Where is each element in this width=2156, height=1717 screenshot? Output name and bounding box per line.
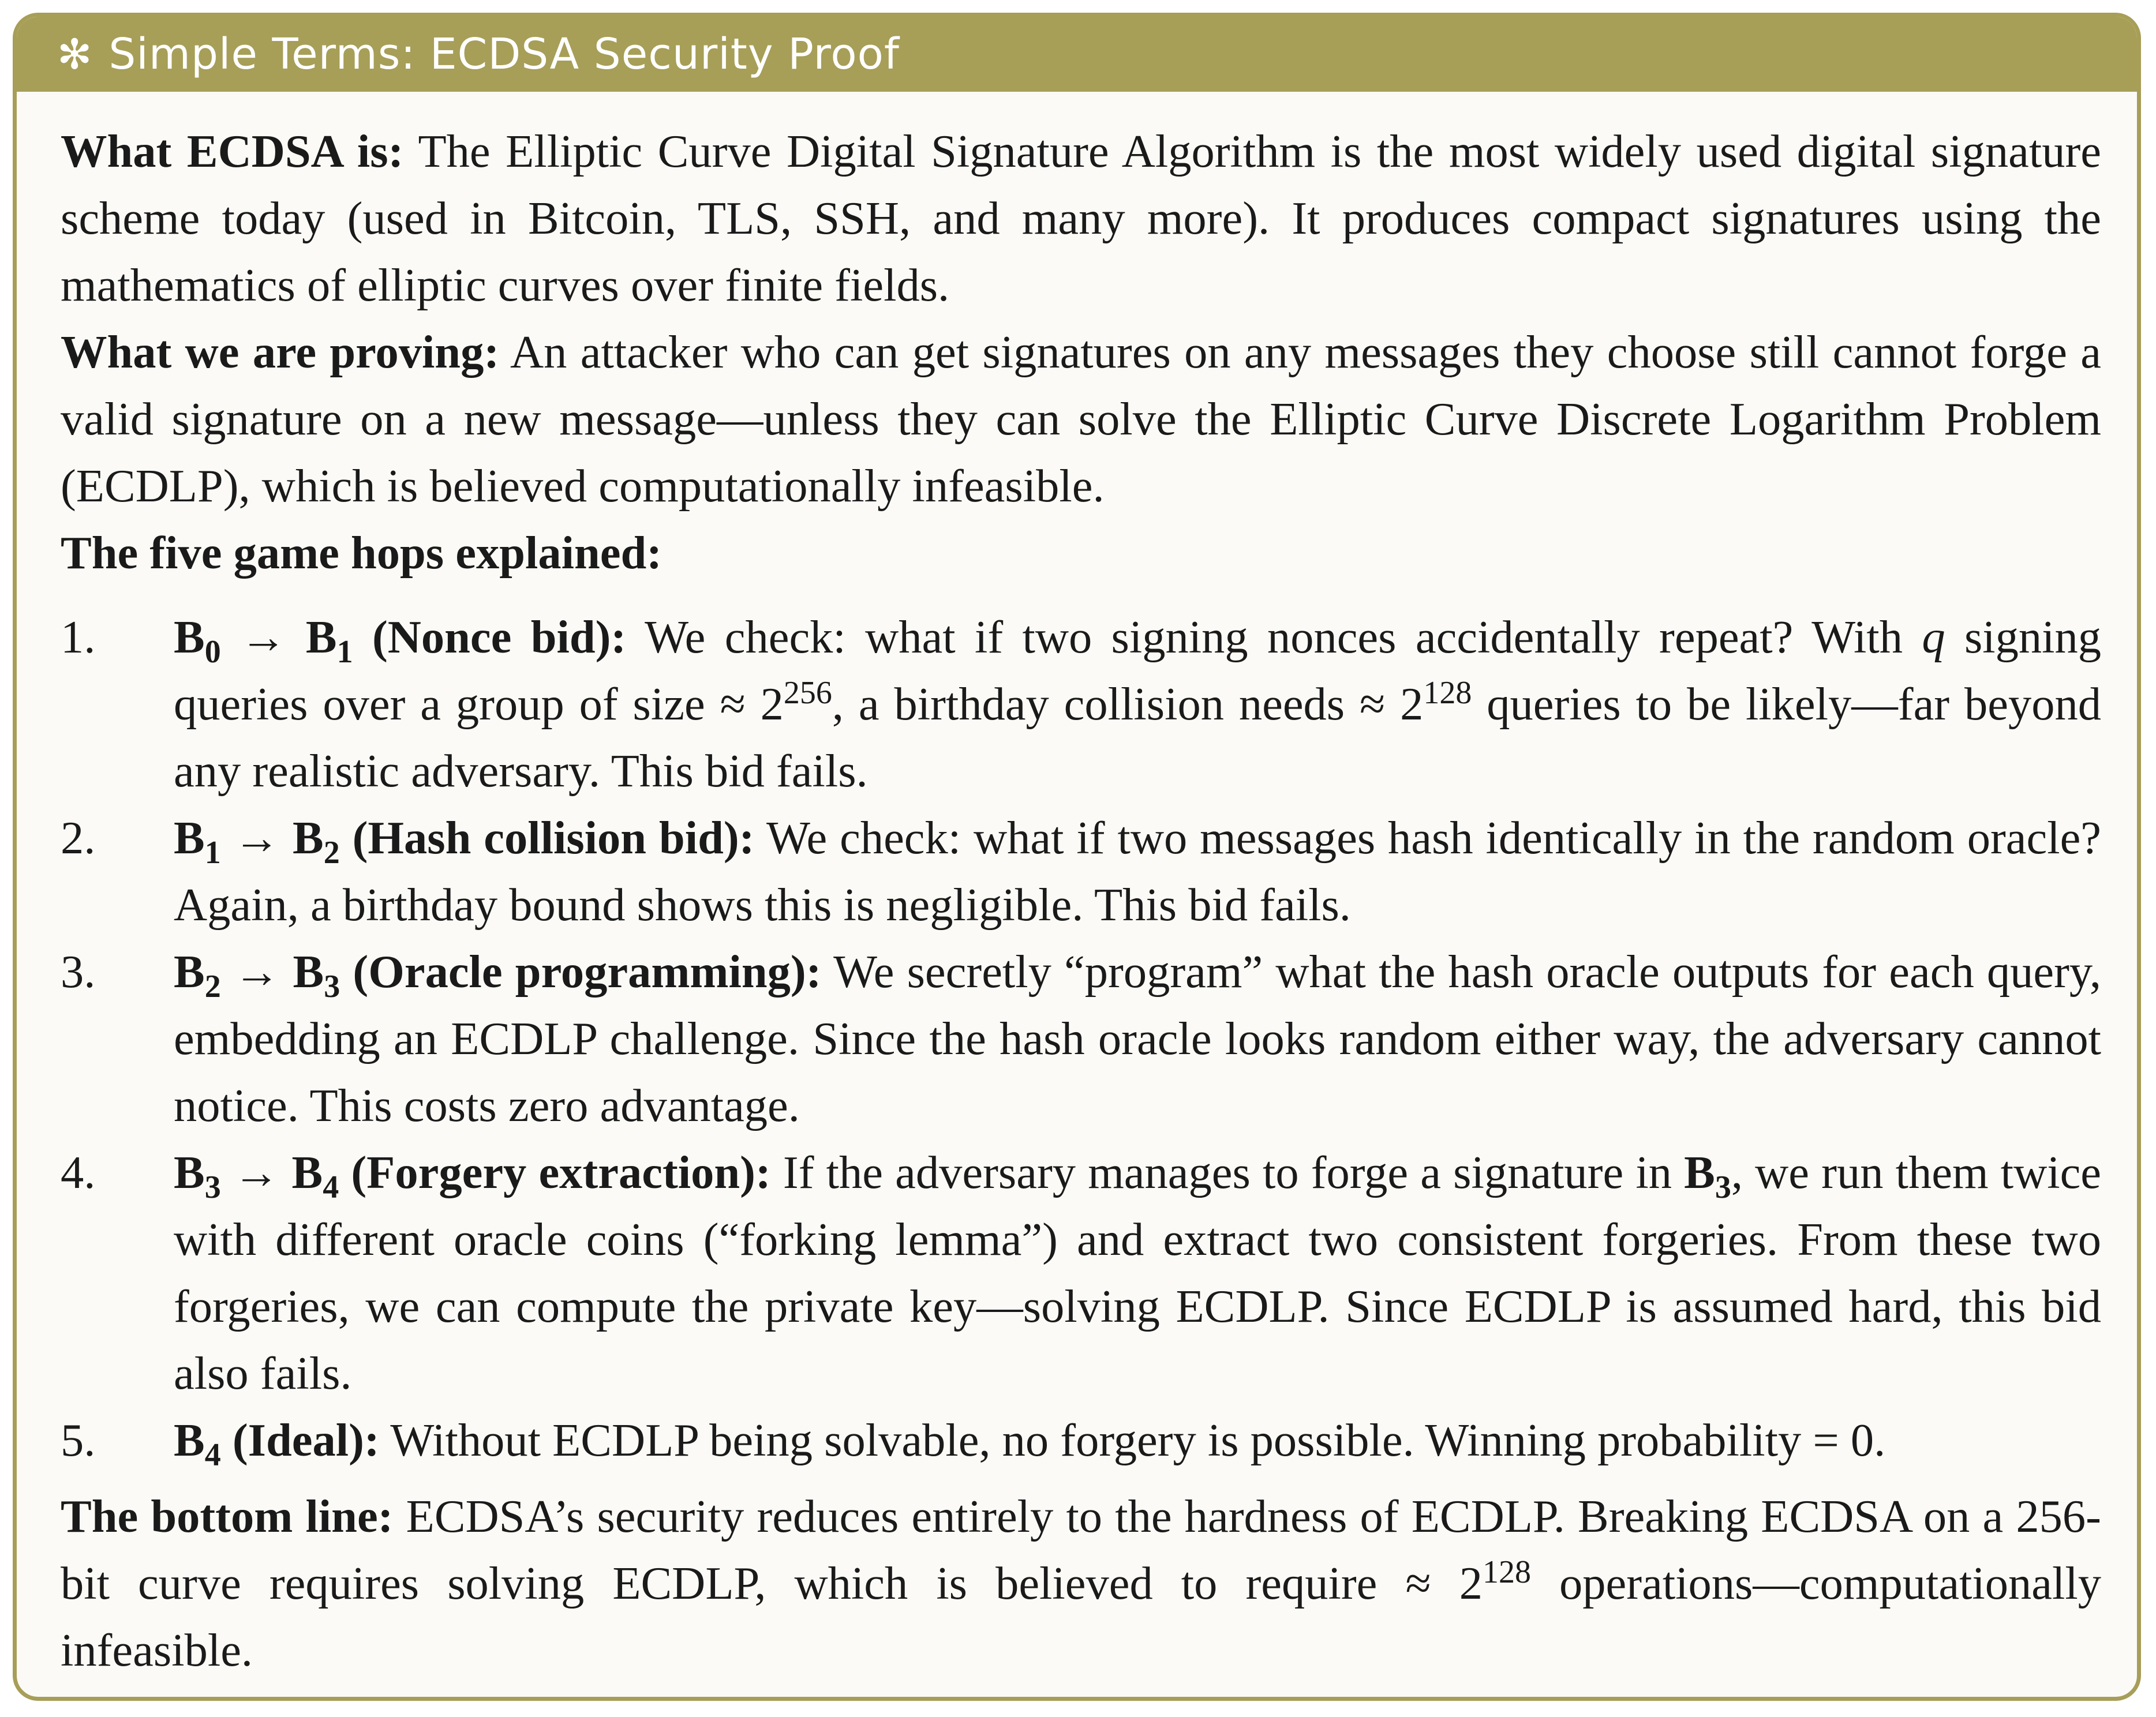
hop-lead: $B_4$ (Ideal): [174,1415,380,1474]
hop-lead: $B_0 \to B_1$ (Nonce bid): [174,612,627,670]
hop-item [61,1407,2101,1474]
hop-body: $B_2 \to B_3$ (Oracle programming): We secretly “program” what the hash oracle outputs for each query, embedding an ECDLP challenge. Since the hash oracle looks random either way, the adversary cannot notice. This costs zero advantage. [174,946,2102,1131]
hop-number: 3. [61,946,96,998]
hop-body: $B_1 \to B_2$ (Hash collision bid): We check: what if two messages hash identically in the random oracle? Again, a birthday bound shows this is negligible. This bid fails. [174,812,2102,931]
hop-item [61,604,2101,805]
asterisk-icon: ✻ [57,30,93,78]
hop-item [61,805,2101,939]
box-header [17,17,2137,92]
bottom-line-lead: The bottom line: [61,1491,394,1542]
hop-lead: $B_3 \to B_4$ (Forgery extraction): [174,1147,771,1206]
inline-game-b3: $B_3$ [1684,1147,1731,1206]
variable-q: q [1922,612,1945,663]
hop-lead: $B_1 \to B_2$ (Hash collision bid): [174,812,755,871]
what-ecdsa-is-lead: What ECDSA is: [61,126,404,177]
hop-body: $B_3 \to B_4$ (Forgery extraction): If the adversary manages to forge a signature in $B_3$, we run them twice with different oracle coins (“forking lemma”) and extract two consistent forgeries. From these two forgeries, we can compute the private key—solving ECDLP. Since ECDLP is assumed hard, this bid also fails. [174,1147,2102,1399]
hop-body: $B_0 \to B_1$ (Nonce bid): We check: what if two signing nonces accidentally repeat? With q signing queries over a group of size ≈ $2^{256}$, a birthday collision needs ≈ $2^{128}$ queries to be likely—far beyond any realistic adversary. This bid fails. [174,612,2102,797]
hop-lead: $B_2 \to B_3$ (Oracle programming): [174,946,822,1005]
hop-body: $B_4$ (Ideal): Without ECDLP being solvable, no forgery is possible. Winning probability = 0. [174,1415,1886,1474]
simple-terms-box [13,13,2141,1701]
hop-item [61,939,2101,1139]
hop-number: 4. [61,1147,96,1198]
hop-number: 1. [61,612,96,663]
hop-item [61,1139,2101,1407]
hop-number: 5. [61,1415,96,1466]
bottom-line-paragraph: The bottom line: ECDSA’s security reduces entirely to the hardness of ECDLP. Breaking ECDSA on a 256-bit curve requires solving ECDLP, which is believed to require ≈ $2^{128}$ operations—computationally infeasible. [61,1491,2102,1676]
what-we-prove-lead: What we are proving: [61,327,500,378]
hops-heading: The five game hops explained: [61,527,662,579]
box-title: Simple Terms: ECDSA Security Proof [108,29,900,79]
what-ecdsa-is-paragraph [61,118,2101,319]
hop-number: 2. [61,812,96,864]
what-we-prove-paragraph [61,319,2101,520]
box-content [17,92,2137,1684]
what-ecdsa-is-text: The Elliptic Curve Digital Signature Algorithm is the most widely used digital signature scheme today (used in Bitcoin, TLS, SSH, and many more). It produces compact signatures using the mathematics of elliptic curves over finite fields. [61,126,2102,311]
what-we-prove-text: An attacker who can get signatures on any messages they choose still cannot forge a valid signature on a new message—unless they can solve the Elliptic Curve Discrete Logarithm Problem (ECDLP), which is believed computationally infeasible. [61,327,2101,512]
